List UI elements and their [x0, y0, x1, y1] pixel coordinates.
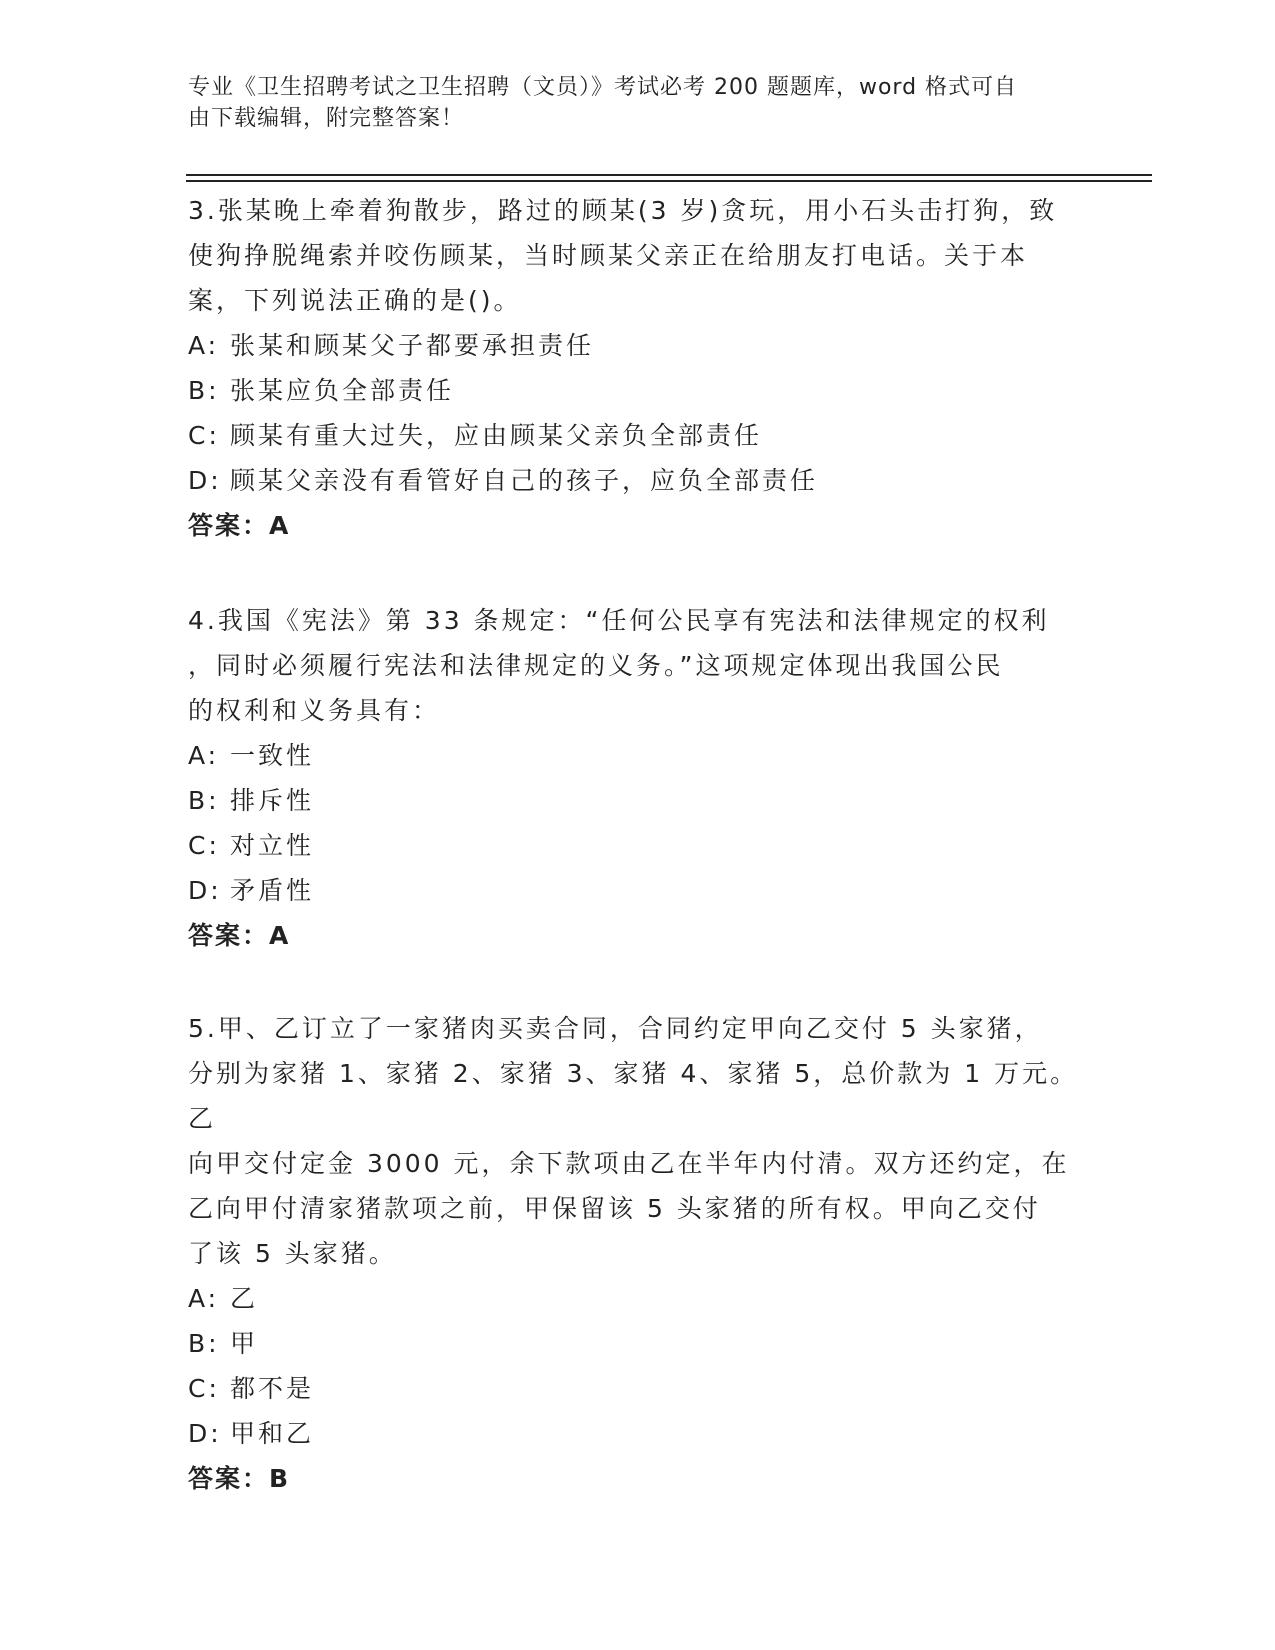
- question-5-line-3: 向甲交付定金 3000 元，余下款项由乙在半年内付清。双方还约定，在: [188, 1149, 1070, 1178]
- option-text: 都不是: [230, 1374, 315, 1403]
- option-letter: A:: [188, 741, 220, 770]
- option-text: 甲和乙: [230, 1419, 315, 1448]
- option-text: 顾某父亲没有看管好自己的孩子，应负全部责任: [230, 466, 819, 495]
- question-4-option-d: [188, 868, 1088, 913]
- question-5-line-4: 乙向甲付清家猪款项之前，甲保留该 5 头家猪的所有权。甲向乙交付: [188, 1194, 1041, 1223]
- question-4-option-a: [188, 733, 1088, 778]
- question-5: [188, 1006, 1088, 1502]
- option-letter: D:: [188, 1419, 222, 1448]
- option-letter: B:: [188, 786, 220, 815]
- option-text: 张某和顾某父子都要承担责任: [230, 331, 595, 360]
- question-4-answer: 答案：A: [188, 921, 291, 950]
- option-letter: B:: [188, 376, 220, 405]
- question-5-line-2: 分别为家猪 1、家猪 2、家猪 3、家猪 4、家猪 5，总价款为 1 万元。乙: [188, 1059, 1079, 1133]
- option-text: 甲: [230, 1329, 259, 1358]
- question-3-answer: 答案：A: [188, 511, 291, 540]
- option-text: 矛盾性: [230, 876, 315, 905]
- option-letter: D:: [188, 466, 222, 495]
- question-4: [188, 598, 1088, 959]
- question-4-line-3: 的权利和义务具有：: [188, 696, 441, 725]
- question-3-option-b: [188, 368, 1088, 413]
- question-5-option-c: [188, 1366, 1088, 1411]
- question-3-option-d: [188, 458, 1088, 503]
- question-5-line-1: 5.甲、乙订立了一家猪肉买卖合同，合同约定甲向乙交付 5 头家猪，: [188, 1014, 1043, 1043]
- option-letter: B:: [188, 1329, 220, 1358]
- question-3-option-a: [188, 323, 1088, 368]
- header-divider-bottom: [186, 180, 1152, 182]
- question-4-line-1: 4.我国《宪法》第 33 条规定：“任何公民享有宪法和法律规定的权利: [188, 606, 1050, 635]
- question-3-option-c: [188, 413, 1088, 458]
- option-letter: C:: [188, 831, 220, 860]
- option-text: 乙: [230, 1284, 259, 1313]
- option-text: 顾某有重大过失，应由顾某父亲负全部责任: [230, 421, 763, 450]
- option-letter: C:: [188, 1374, 220, 1403]
- option-letter: C:: [188, 421, 220, 450]
- question-5-answer: 答案：B: [188, 1464, 291, 1493]
- question-5-line-5: 了该 5 头家猪。: [188, 1239, 397, 1268]
- question-5-option-a: [188, 1276, 1088, 1321]
- question-5-option-b: [188, 1321, 1088, 1366]
- question-4-option-b: [188, 778, 1088, 823]
- option-letter: A:: [188, 1284, 220, 1313]
- header-divider-top: [186, 174, 1152, 176]
- option-letter: A:: [188, 331, 220, 360]
- header-line-2: 由下载编辑，附完整答案！: [188, 106, 465, 131]
- question-4-option-c: [188, 823, 1088, 868]
- option-text: 对立性: [230, 831, 315, 860]
- question-3-line-2: 使狗挣脱绳索并咬伤顾某，当时顾某父亲正在给朋友打电话。关于本: [188, 241, 1029, 270]
- option-text: 一致性: [230, 741, 315, 770]
- document-header: [188, 72, 1068, 134]
- question-5-option-d: [188, 1411, 1088, 1456]
- question-3-line-3: 案，下列说法正确的是()。: [188, 286, 522, 315]
- question-4-line-2: ，同时必须履行宪法和法律规定的义务。”这项规定体现出我国公民: [188, 651, 1004, 680]
- option-text: 排斥性: [230, 786, 315, 815]
- question-3-line-1: 3.张某晚上牵着狗散步，路过的顾某(3 岁)贪玩，用小石头击打狗，致: [188, 196, 1058, 225]
- question-3: [188, 188, 1088, 549]
- option-text: 张某应负全部责任: [230, 376, 455, 405]
- option-letter: D:: [188, 876, 222, 905]
- header-line-1: 专业《卫生招聘考试之卫生招聘（文员）》考试必考 200 题题库，word 格式可自: [188, 75, 1018, 100]
